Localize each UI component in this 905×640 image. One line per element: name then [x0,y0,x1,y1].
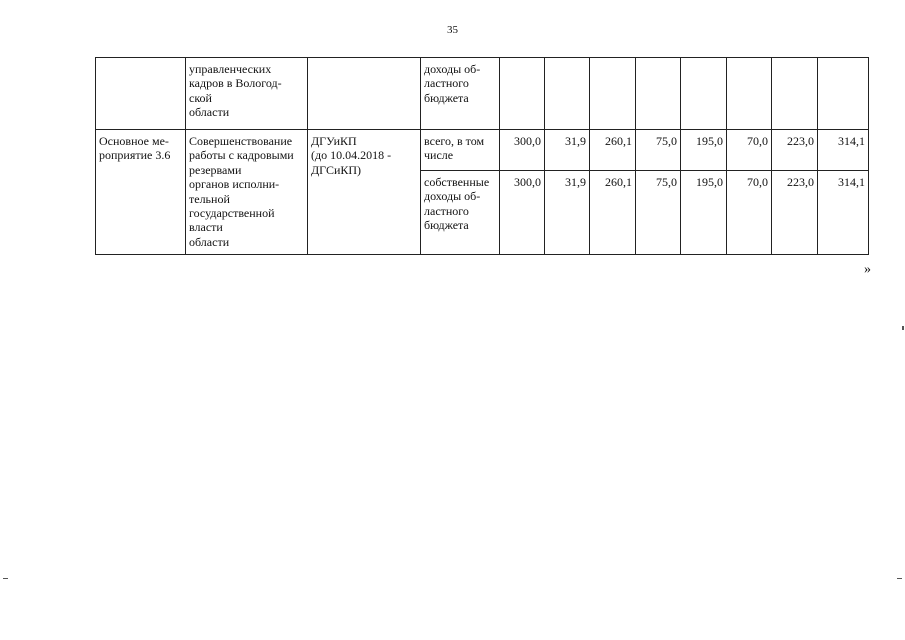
value-cell: 70,0 [727,130,772,171]
funding-source-cell: доходы об- ластного бюджета [421,58,500,130]
value-cell [772,58,818,130]
value-cell [590,58,636,130]
value-cell [636,58,681,130]
value-cell: 223,0 [772,130,818,171]
value-cell: 260,1 [590,171,636,255]
scan-edge-mark [902,326,904,330]
page-number: 35 [447,24,458,36]
value-cell [818,58,869,130]
value-cell: 223,0 [772,171,818,255]
value-cell [727,58,772,130]
activity-cell: Основное ме- роприятие 3.6 [96,130,186,255]
value-cell: 70,0 [727,171,772,255]
activity-name-cell: Совершенствование работы с кадровыми резервами органов исполни- тельной государственной власти области [186,130,308,255]
scan-edge-mark [3,578,8,579]
executor-cell [308,58,421,130]
value-cell: 195,0 [681,171,727,255]
activity-cell [96,58,186,130]
value-cell: 314,1 [818,130,869,171]
activity-name-cell: управленческих кадров в Вологод- ской области [186,58,308,130]
value-cell: 314,1 [818,171,869,255]
value-cell: 75,0 [636,130,681,171]
funding-source-cell: всего, в том числе [421,130,500,171]
value-cell [681,58,727,130]
value-cell: 260,1 [590,130,636,171]
budget-table [95,57,869,255]
value-cell: 75,0 [636,171,681,255]
closing-quote: » [864,262,871,277]
executor-cell: ДГУиКП (до 10.04.2018 - ДГСиКП) [308,130,421,255]
value-cell: 31,9 [545,130,590,171]
table-row [96,58,869,130]
scan-edge-mark [897,578,902,579]
value-cell: 300,0 [500,130,545,171]
funding-source-cell: собственные доходы об- ластного бюджета [421,171,500,255]
value-cell: 31,9 [545,171,590,255]
value-cell: 195,0 [681,130,727,171]
table-row [96,130,869,171]
value-cell [545,58,590,130]
value-cell [500,58,545,130]
value-cell: 300,0 [500,171,545,255]
